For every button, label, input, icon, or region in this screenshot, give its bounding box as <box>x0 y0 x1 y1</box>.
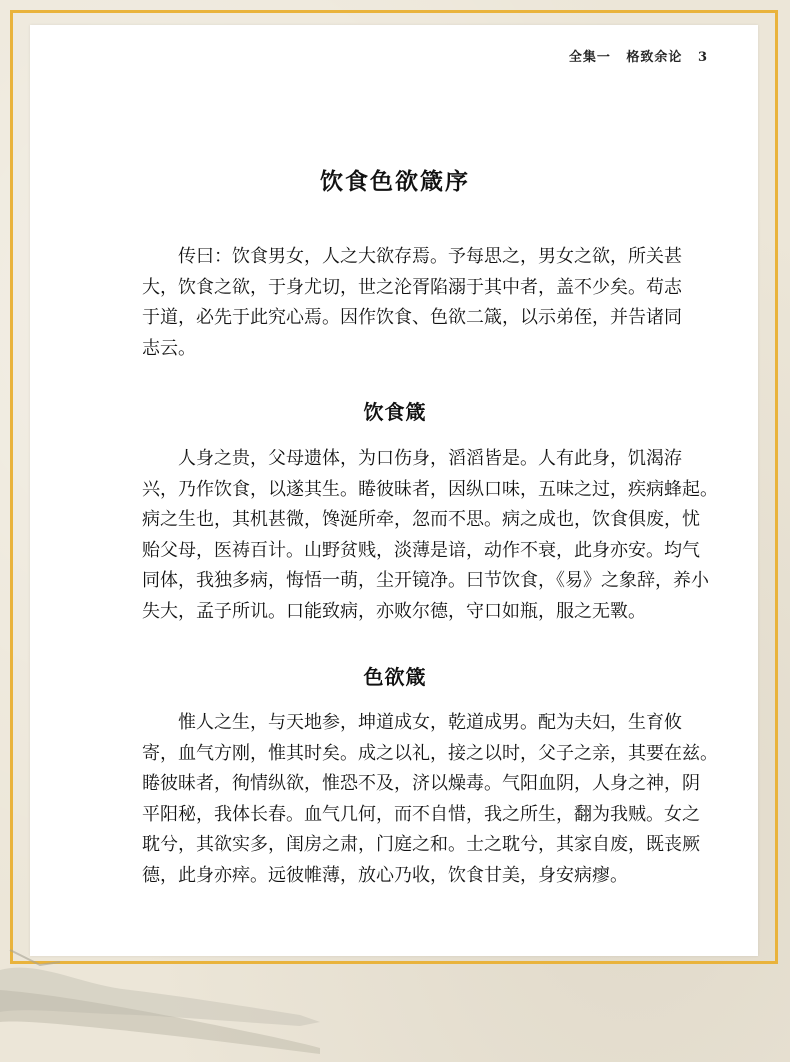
running-head <box>559 46 708 65</box>
text-line: 平阳秘，我体长春。血气几何，而不自惜，我之所生，翻为我贼。女之 <box>142 803 700 825</box>
text-line: 大，饮食之欲，于身尤切，世之沦胥陷溺于其中者，盖不少矣。苟志 <box>142 276 682 298</box>
desire-heading: 色欲箴 <box>363 665 427 689</box>
text-line: 人身之贵，父母遗体，为口伤身，滔滔皆是。人有此身，饥渴洊 <box>178 448 682 469</box>
collection-label: 全集一 <box>568 50 611 65</box>
page-number: 3 <box>697 50 708 65</box>
text-line: 寄，血气方刚，惟其时矣。成之以礼，接之以时，父子之亲，其要在兹。 <box>142 742 718 764</box>
section-label: 格致余论 <box>626 50 683 65</box>
text-line: 传曰：饮食男女，人之大欲存焉。予每思之，男女之欲，所关甚 <box>178 246 682 267</box>
text-line: 耽兮，其欲实多，闺房之肃，门庭之和。士之耽兮，其家自废，既丧厥 <box>142 834 700 855</box>
text-line: 惟人之生，与天地参，坤道成女，乾道成男。配为夫妇，生育攸 <box>178 712 682 733</box>
diet-heading: 饮食箴 <box>363 400 427 424</box>
preface-paragraph <box>142 242 682 364</box>
text-line: 德，此身亦瘁。远彼帷薄，放心乃收，饮食甘美，身安病瘳。 <box>142 864 628 886</box>
text-line: 贻父母，医祷百计。山野贫贱，淡薄是谙，动作不衰，此身亦安。均气 <box>142 539 700 561</box>
text-line: 病之生也，其机甚微，馋涎所牵，忽而不思。病之成也，饮食俱废，忧 <box>142 509 700 530</box>
text-line: 志云。 <box>142 337 196 359</box>
text-line: 同体，我独多病，悔悟一萌，尘开镜净。曰节饮食，《易》之象辞，养小 <box>142 570 709 591</box>
text-line: 于道，必先于此究心焉。因作饮食、色欲二箴，以示弟侄，并告诸同 <box>142 307 682 328</box>
desire-paragraph <box>142 708 718 891</box>
page-title: 饮食色欲箴序 <box>320 168 470 195</box>
text-line: 失大，孟子所讥。口能致病，亦败尔德，守口如瓶，服之无斁。 <box>142 600 646 622</box>
text-line: 睠彼昧者，徇情纵欲，惟恐不及，济以燥毒。气阳血阴，人身之神，阴 <box>142 773 700 794</box>
diet-paragraph <box>142 444 718 627</box>
text-line: 兴，乃作饮食，以遂其生。睠彼昧者，因纵口味，五味之过，疾病蜂起。 <box>142 478 718 500</box>
